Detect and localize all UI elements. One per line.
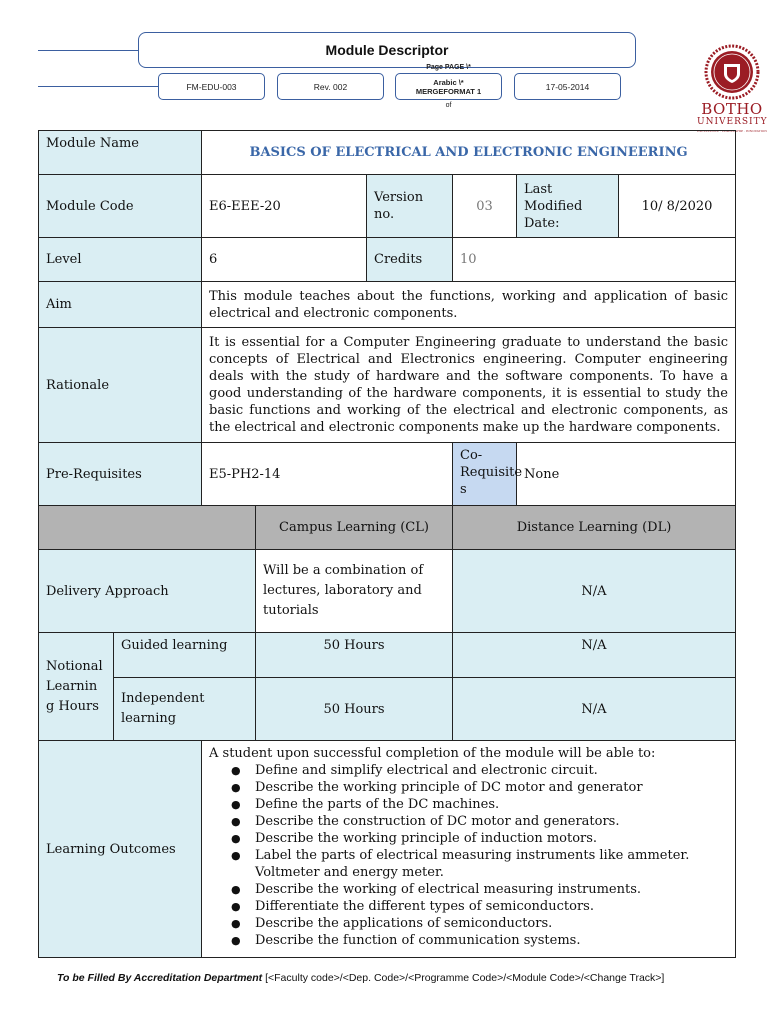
notional-hours-label: Notional Learnin g Hours [39, 633, 114, 741]
delivery-header-blank [39, 506, 256, 550]
learning-outcome-text: Describe the function of communication systems. [255, 933, 581, 948]
row-prerequisites [39, 443, 736, 506]
module-code-value: E6-EEE-20 [202, 175, 367, 238]
row-module-code [39, 175, 736, 238]
prerequisites-label: Pre-Requisites [39, 443, 202, 506]
row-learning-outcomes [39, 741, 736, 958]
learning-outcome-item [209, 830, 728, 847]
delivery-approach-label: Delivery Approach [39, 550, 256, 633]
learning-outcomes-value [202, 741, 736, 958]
revision-box [277, 73, 384, 100]
learning-outcome-text: Describe the working of electrical measuring instruments. [255, 882, 642, 897]
page-field-top: Page PAGE \* [426, 64, 471, 71]
learning-outcomes-list [209, 762, 728, 949]
bullet-icon: ● [231, 798, 241, 811]
credits-label: Credits [367, 238, 453, 282]
version-label: Version no. [367, 175, 453, 238]
module-code-label: Module Code [39, 175, 202, 238]
revision: Rev. 002 [313, 81, 348, 92]
form-code-box [158, 73, 265, 100]
learning-outcome-text: Differentiate the different types of semiconductors. [255, 899, 594, 914]
module-name-label: Module Name [39, 131, 202, 175]
learning-outcome-item [209, 779, 728, 796]
row-guided-learning [39, 633, 736, 678]
logo-subtitle: UNIVERSITY [697, 117, 768, 127]
learning-outcomes-intro: A student upon successful completion of the module will be able to: [209, 746, 656, 761]
corequisites-value: None [517, 443, 736, 506]
guided-learning-label: Guided learning [114, 633, 256, 678]
independent-learning-label: Independent learning [114, 678, 256, 741]
learning-outcome-text: Describe the applications of semiconductors. [255, 916, 553, 931]
guided-learning-campus: 50 Hours [256, 633, 453, 678]
bullet-icon: ● [231, 815, 241, 828]
learning-outcomes-label: Learning Outcomes [39, 741, 202, 958]
bullet-icon: ● [231, 917, 241, 930]
level-label: Level [39, 238, 202, 282]
learning-outcome-item [209, 932, 728, 949]
page-field-of: of [445, 102, 452, 109]
form-code: FM-EDU-003 [186, 81, 237, 92]
row-rationale [39, 328, 736, 443]
row-module-name [39, 131, 736, 175]
distance-learning-header: Distance Learning (DL) [453, 506, 736, 550]
bullet-icon: ● [231, 934, 241, 947]
learning-outcome-item [209, 762, 728, 779]
footer-code-format: [<Faculty code>/<Dep. Code>/<Programme Code>/<Module Code>/<Change Track>] [265, 972, 665, 984]
footer-lead: To be Filled By Accreditation Department [57, 972, 263, 984]
credits-value: 10 [453, 238, 736, 282]
bullet-icon: ● [231, 764, 241, 777]
learning-outcome-item [209, 915, 728, 932]
bullet-icon: ● [231, 849, 241, 862]
aim-value: This module teaches about the functions, working and application of basic electrical and electronic components. [202, 282, 736, 328]
learning-outcome-text: Define the parts of the DC machines. [255, 797, 500, 812]
prerequisites-value: E5-PH2-14 [202, 443, 453, 506]
bullet-icon: ● [231, 883, 241, 896]
date-box [514, 73, 621, 100]
page-field-mid2: MERGEFORMAT 1 [415, 86, 482, 96]
module-name-value: BASICS OF ELECTRICAL AND ELECTRONIC ENGINEERING [202, 131, 736, 175]
delivery-approach-distance: N/A [453, 550, 736, 633]
document-title: Module Descriptor [138, 32, 636, 68]
header-date: 17-05-2014 [545, 81, 590, 92]
header-left-line [38, 50, 138, 51]
logo-tagline: EXCELLENCE · LEADERSHIP · INNOVATION [697, 129, 767, 133]
crest-icon [697, 42, 767, 100]
independent-learning-distance: N/A [453, 678, 736, 741]
learning-outcome-item [209, 796, 728, 813]
row-level [39, 238, 736, 282]
last-modified-value: 10/ 8/2020 [619, 175, 736, 238]
logo-name: BOTHO [701, 100, 763, 118]
learning-outcome-text: Describe the working principle of induction motors. [255, 831, 598, 846]
learning-outcome-text: Describe the working principle of DC motor and generator [255, 780, 643, 795]
row-independent-learning [39, 678, 736, 741]
learning-outcome-text: Label the parts of electrical measuring instruments like ammeter. Voltmeter and energy meter. [255, 848, 690, 880]
bullet-icon: ● [231, 781, 241, 794]
bullet-icon: ● [231, 900, 241, 913]
page-field-box [395, 64, 502, 109]
guided-learning-distance: N/A [453, 633, 736, 678]
independent-learning-campus: 50 Hours [256, 678, 453, 741]
rationale-value: It is essential for a Computer Engineering graduate to understand the basic concepts of Electrical and Electronics engineering. Computer engineering deals with the study of hardware and the software components. To have a good understanding of the hardware components, it is essential to study the basic functions and working of the electrical and electronic components, as the electrical and electronic components make up the hardware components. [202, 328, 736, 443]
campus-learning-header: Campus Learning (CL) [256, 506, 453, 550]
rationale-label: Rationale [39, 328, 202, 443]
aim-label: Aim [39, 282, 202, 328]
level-value: 6 [202, 238, 367, 282]
bullet-icon: ● [231, 832, 241, 845]
row-delivery-approach [39, 550, 736, 633]
learning-outcome-item [209, 847, 728, 881]
corequisites-label: Co-Requisite s [453, 443, 517, 506]
learning-outcome-text: Define and simplify electrical and electronic circuit. [255, 763, 598, 778]
row-aim [39, 282, 736, 328]
row-delivery-header [39, 506, 736, 550]
learning-outcome-item [209, 898, 728, 915]
delivery-approach-campus: Will be a combination of lectures, laboratory and tutorials [256, 550, 453, 633]
header-left-line-lower [38, 86, 158, 87]
page-field-mid1: Arabic \* [433, 77, 464, 87]
footer-note [57, 972, 737, 984]
university-logo [697, 42, 768, 133]
last-modified-label: Last Modified Date: [517, 175, 619, 238]
learning-outcome-item [209, 881, 728, 898]
learning-outcome-item [209, 813, 728, 830]
module-descriptor-table [38, 130, 736, 958]
version-value: 03 [453, 175, 517, 238]
learning-outcome-text: Describe the construction of DC motor and generators. [255, 814, 620, 829]
